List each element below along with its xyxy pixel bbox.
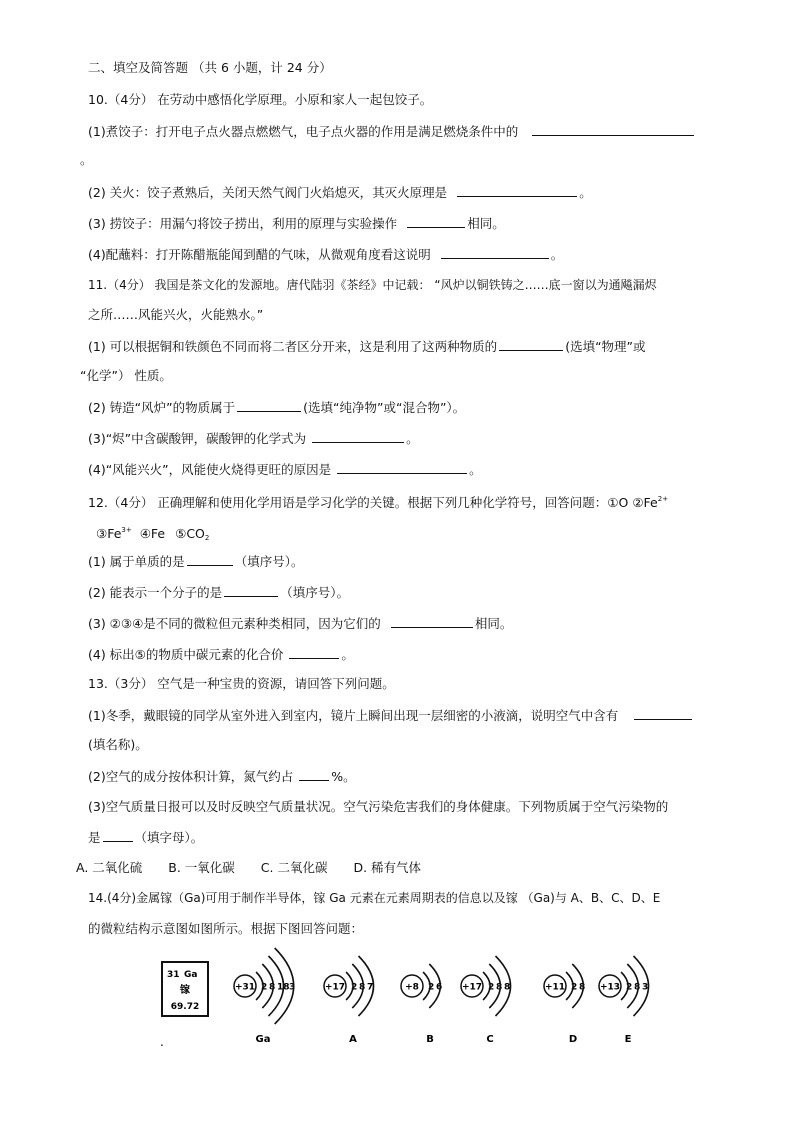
q10-part2: (2) 关火：饺子煮熟后，关闭天然气阀门火焰熄灭，其灭火原理是 。 <box>88 185 592 200</box>
q13-stem: 13.（3分） 空气是一种宝贵的资源，请回答下列问题。 <box>88 676 395 691</box>
answer-blank[interactable] <box>532 123 694 136</box>
atom-diagram-c <box>461 956 511 1045</box>
q12-part1: (1) 属于单质的是 （填序号）。 <box>88 554 304 569</box>
answer-blank[interactable] <box>499 338 563 351</box>
q14-stem-line1: 14.(4分)金属镓（Ga)可用于制作半导体，镓 Ga 元素在元素周期表的信息以及镓 （Ga)与 A、B、C、D、E <box>88 891 661 905</box>
atom-label: E <box>624 1034 632 1045</box>
atom-label: D <box>568 1034 578 1045</box>
shell-electron-count: 2 <box>428 982 435 993</box>
q10-part1: (1)煮饺子：打开电子点火器点燃燃气，电子点火器的作用是满足燃烧条件中的 <box>88 123 696 140</box>
q13-part2: (2)空气的成分按体积计算，氮气约占 %。 <box>88 769 356 784</box>
answer-blank[interactable] <box>312 430 404 443</box>
q11-part1: (1) 可以根据铜和铁颜色不同而将二者区分开来，这是利用了这两种物质的 (选填“物理”或 <box>88 339 646 354</box>
q11-stem-line2: 之所……风能兴火，火能熟水。” <box>88 307 264 322</box>
q11-part1-cont: “化学”） 性质。 <box>80 368 172 383</box>
shell-electron-count: 2 <box>261 982 268 993</box>
card-mass: 69.72 <box>170 1002 200 1012</box>
option-c: C. 二氧化碳 <box>260 860 328 875</box>
q10-part4: (4)配蘸料：打开陈醋瓶能闻到醋的气味，从微观角度看这说明 。 <box>88 247 564 262</box>
shell-electron-count: 2 <box>488 982 495 993</box>
q10-part1-end: 。 <box>80 152 93 167</box>
figure-dot: . <box>160 1035 164 1049</box>
answer-blank[interactable] <box>237 399 301 412</box>
q10-stem: 10.（4分） 在劳动中感悟化学原理。小原和家人一起包饺子。 <box>88 92 433 107</box>
q14-stem-line2: 的微粒结构示意图如图所示。根据下图回答问题： <box>88 921 364 936</box>
card-atomic-number: 31 <box>167 970 180 980</box>
shell-electron-count: 3 <box>642 982 649 993</box>
answer-blank[interactable] <box>299 768 329 781</box>
q11-part2: (2) 铸造“风炉”的物质属于 (选填“纯净物”或“混合物”）。 <box>88 400 466 415</box>
q13-part1-end: (填名称)。 <box>88 737 148 752</box>
q13-part1: (1)冬季，戴眼镜的同学从室外进入到室内，镜片上瞬间出现一层细密的小液滴，说明空气中含有 <box>88 707 694 724</box>
atom-diagram-e <box>599 956 649 1045</box>
shell-electron-count: 2 <box>626 982 633 993</box>
option-d: D. 稀有气体 <box>353 860 422 875</box>
nucleus-charge: +17 <box>461 982 483 993</box>
shell-electron-count: 8 <box>634 982 641 993</box>
atomic-structure-figure <box>150 938 650 1053</box>
atom-diagram-b <box>401 964 442 1045</box>
answer-blank[interactable] <box>407 215 465 228</box>
card-symbol: Ga <box>184 970 198 980</box>
answer-blank[interactable] <box>187 553 233 566</box>
shell-electron-count: 18 <box>277 982 290 993</box>
answer-blank[interactable] <box>457 184 577 197</box>
shell-electron-count: 3 <box>289 982 296 993</box>
q13-options <box>76 860 421 876</box>
q11-part3: (3)“烬”中含碳酸钾，碳酸钾的化学式为 。 <box>88 431 419 446</box>
figure-svg <box>150 938 650 1053</box>
shell-electron-count: 8 <box>496 982 503 993</box>
q12-symbols: $③Fe^{3+}$ ④Fe $⑤CO_2$ <box>96 526 210 542</box>
shell-electron-count: 8 <box>359 982 366 993</box>
q12-part3: (3) ②③④是不同的微粒但元素种类相同，因为它们的 相同。 <box>88 616 513 631</box>
q11-stem-line1: 11.（4分） 我国是茶文化的发源地。唐代陆羽《茶经》中记载： “风炉以铜铁铸之……底一窗以为通飚漏烬 <box>88 278 657 292</box>
nucleus-charge: +17 <box>324 982 346 993</box>
option-b: B. 一氧化碳 <box>168 860 235 875</box>
atom-label: Ga <box>255 1034 271 1045</box>
card-name: 镓 <box>180 985 190 996</box>
nucleus-charge: +13 <box>599 982 621 993</box>
q13-part3: (3)空气质量日报可以及时反映空气质量状况。空气污染危害我们的身体健康。下列物质属于空气污染物的 <box>88 799 669 814</box>
atom-label: B <box>426 1034 434 1045</box>
q11-part4: (4)“风能兴火”，风能使火烧得更旺的原因是 。 <box>88 462 482 477</box>
shell-electron-count: 8 <box>504 982 511 993</box>
answer-blank[interactable] <box>103 829 133 842</box>
atom-diagram-d <box>544 964 585 1045</box>
answer-blank[interactable] <box>441 246 549 259</box>
q10-part3: (3) 捞饺子：用漏勺将饺子捞出，利用的原理与实验操作 相同。 <box>88 216 505 231</box>
answer-blank[interactable] <box>224 584 278 597</box>
q12-part2: (2) 能表示一个分子的是 （填序号）。 <box>88 585 349 600</box>
nucleus-charge: +11 <box>544 982 566 993</box>
atom-diagram-ga <box>234 948 295 1045</box>
q13-part3-end: 是 （填字母）。 <box>88 830 204 845</box>
atom-label: A <box>349 1034 357 1045</box>
answer-blank[interactable] <box>289 646 339 659</box>
answer-blank[interactable] <box>634 707 692 720</box>
nucleus-charge: +8 <box>405 982 419 993</box>
answer-blank[interactable] <box>337 461 467 474</box>
answer-blank[interactable] <box>391 615 473 628</box>
section-heading: 二、填空及简答题 （共 6 小题，计 24 分） <box>88 60 332 75</box>
shell-electron-count: 2 <box>351 982 358 993</box>
atom-diagram-a <box>324 956 374 1045</box>
option-a: A. 二氧化硫 <box>76 860 143 875</box>
element-card <box>162 962 208 1016</box>
q12-part4: (4) 标出⑤的物质中碳元素的化合价 。 <box>88 647 354 662</box>
shell-electron-count: 6 <box>436 982 443 993</box>
q12-stem: 12.（4分） 正确理解和使用化学用语是学习化学的关键。根据下列几种化学符号，回答问题：①O $②Fe^{2+}$ <box>88 495 669 510</box>
atom-label: C <box>486 1034 494 1045</box>
nucleus-charge: +31 <box>234 982 256 993</box>
shell-electron-count: 8 <box>269 982 276 993</box>
shell-electron-count: 2 <box>571 982 578 993</box>
shell-electron-count: 7 <box>367 982 374 993</box>
shell-electron-count: 8 <box>579 982 586 993</box>
